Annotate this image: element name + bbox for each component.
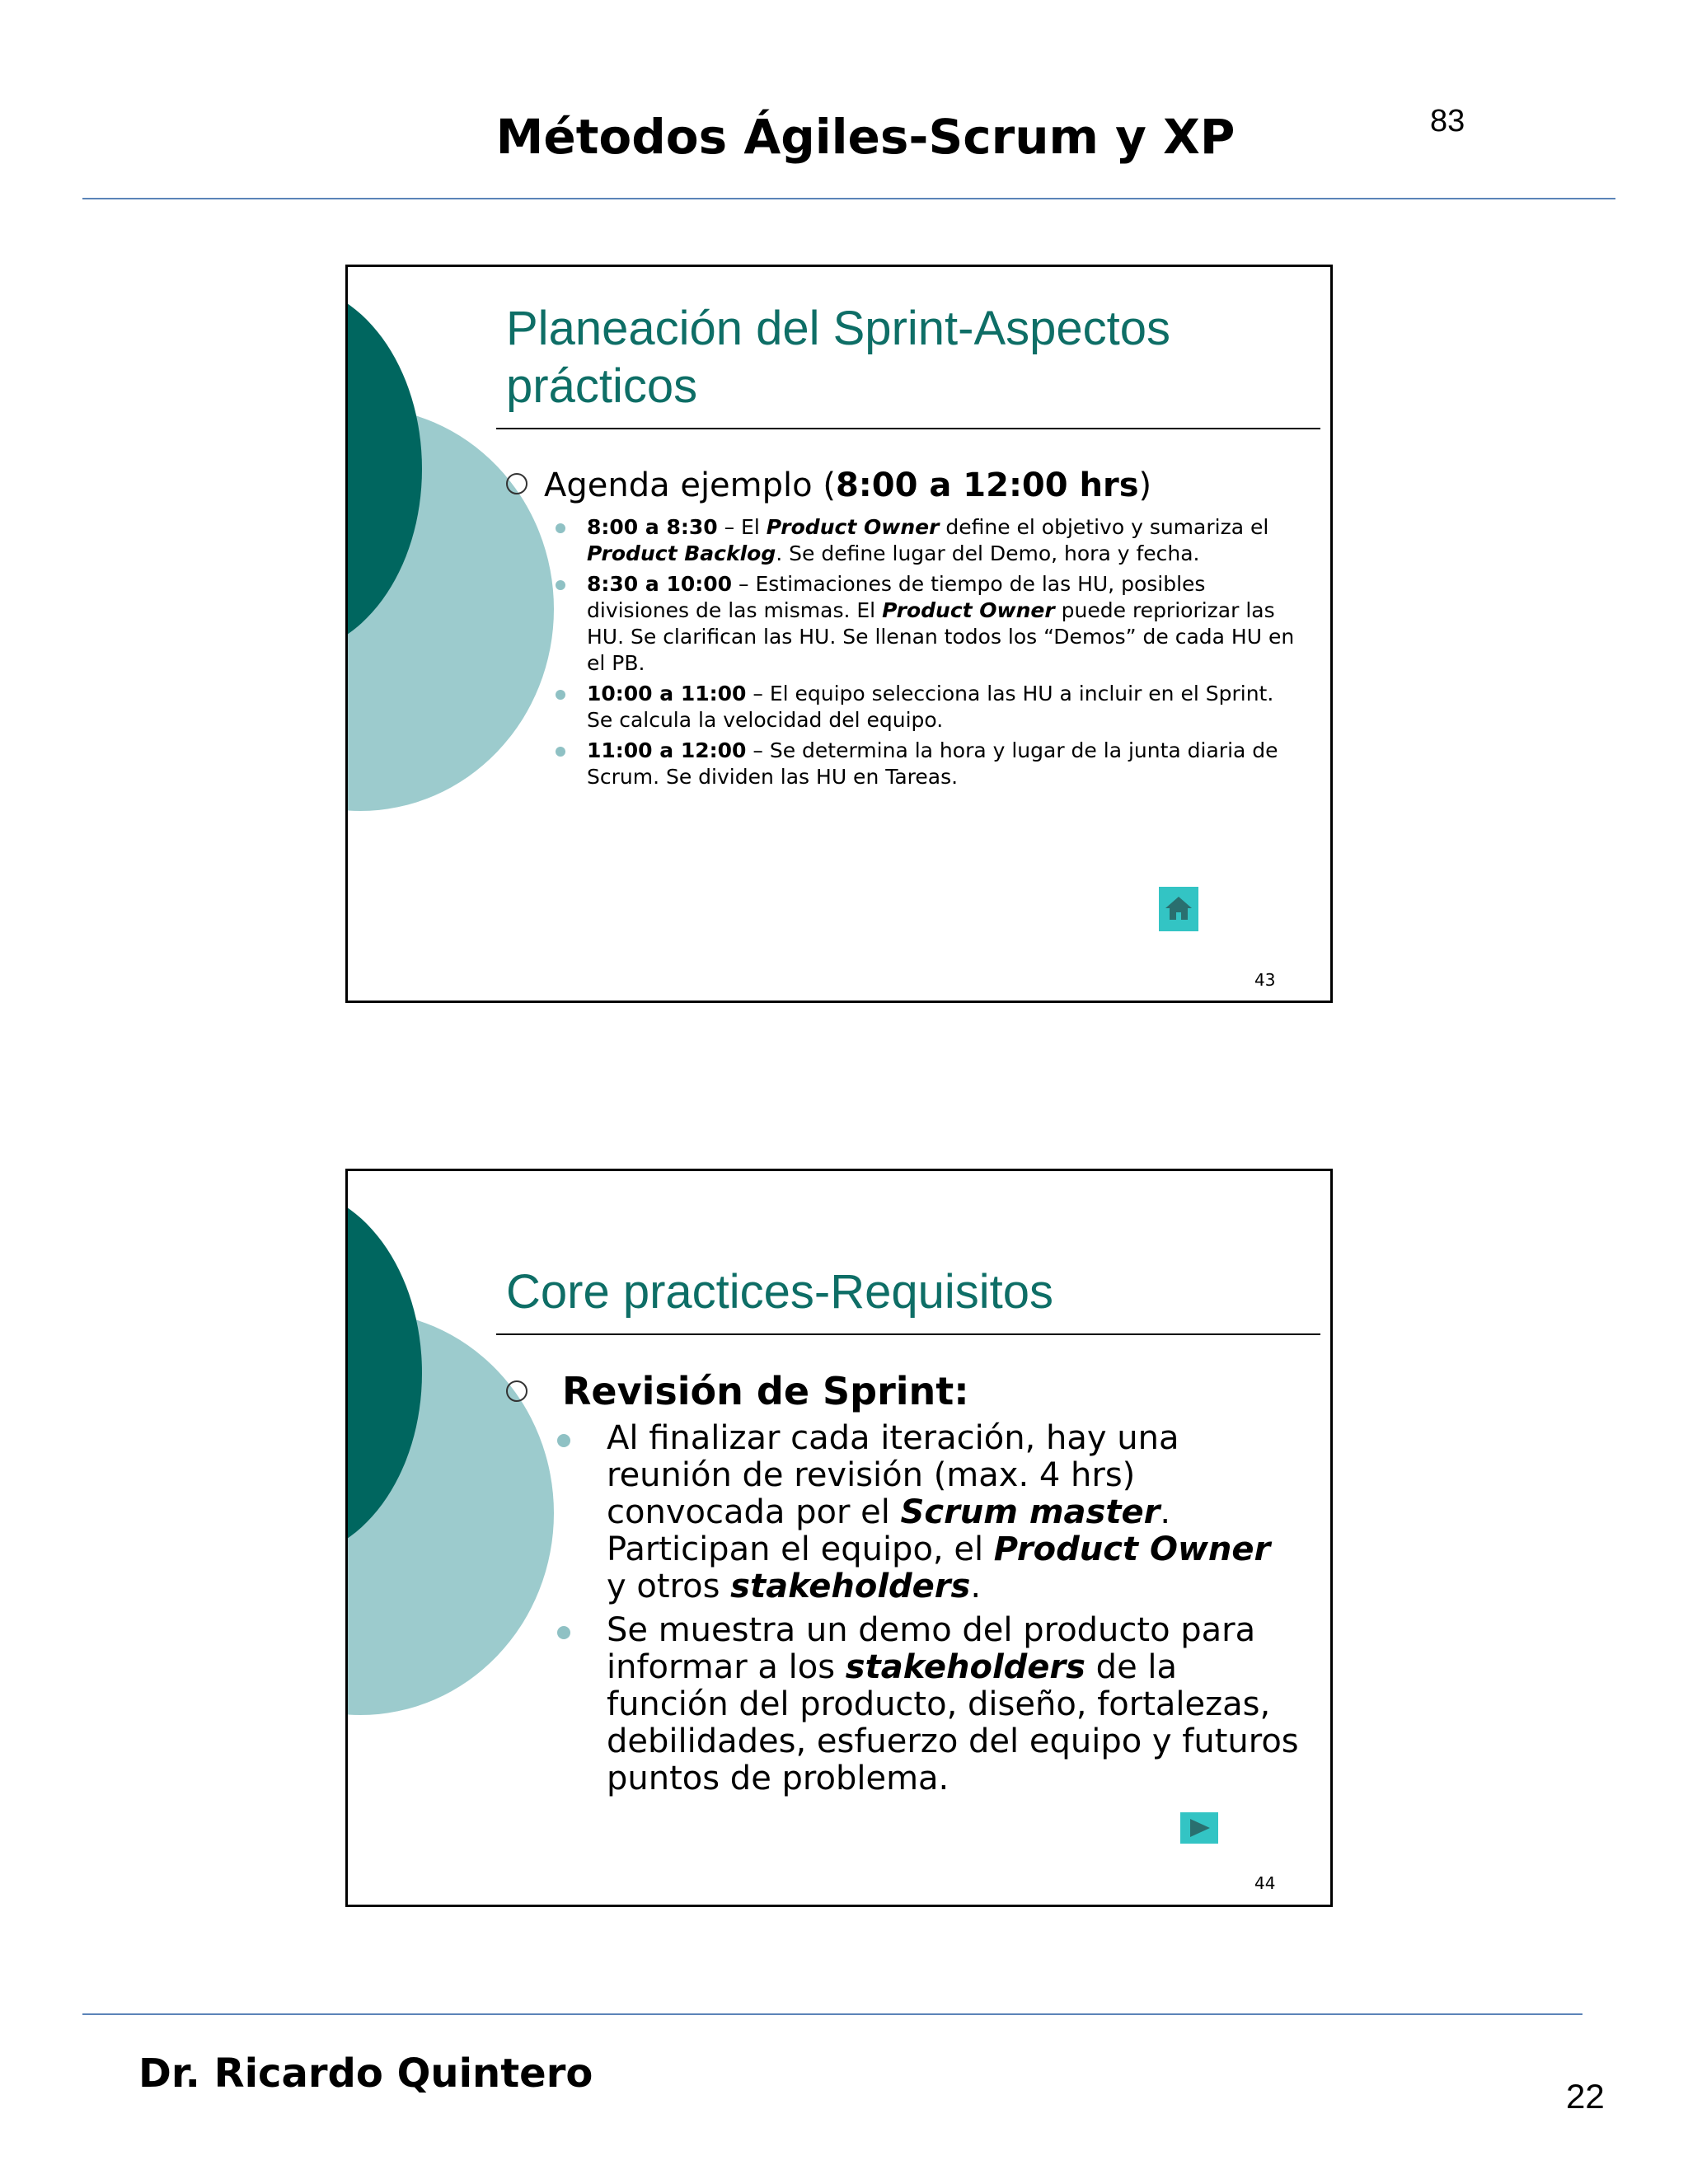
item-time: 11:00 a 12:00: [587, 738, 747, 762]
item-emphasis: Product Owner: [766, 515, 940, 539]
bullet-dot-icon: [557, 1434, 570, 1447]
item-text: – El: [717, 515, 767, 539]
slide-title-line2: prácticos: [506, 359, 698, 413]
item-emphasis: stakeholders: [845, 1648, 1085, 1686]
author: Dr. Ricardo Quintero: [138, 2050, 593, 2097]
circle-bullet-icon: [506, 1380, 528, 1402]
item-emphasis: Product Owner: [993, 1530, 1271, 1568]
list-item: [587, 514, 1296, 567]
page-number-bottom: 22: [1566, 2077, 1605, 2116]
slide-title-rule: [496, 1333, 1320, 1335]
agenda-suffix: ): [1138, 466, 1152, 504]
circle-bullet-icon: [506, 473, 528, 494]
next-button[interactable]: [1180, 1812, 1218, 1844]
list-item: [587, 681, 1296, 733]
item-text: y otros: [607, 1568, 731, 1605]
review-list: [607, 1420, 1299, 1797]
item-time: 8:00 a 8:30: [587, 515, 718, 539]
item-time: 8:30 a 10:00: [587, 572, 733, 596]
agenda-list: [587, 514, 1296, 790]
list-item: [607, 1612, 1299, 1797]
item-emphasis: Product Backlog: [587, 541, 776, 565]
review-heading: [506, 1369, 969, 1413]
footer-rule: [82, 2013, 1582, 2015]
item-time: 10:00 a 11:00: [587, 682, 747, 705]
item-text: de la función del producto, diseño, fortalezas, debilidades, esfuerzo del equipo y futuros puntos de problema.: [607, 1648, 1299, 1797]
slide-number: 43: [1254, 970, 1276, 990]
header-rule: [82, 198, 1615, 199]
bullet-dot-icon: [556, 690, 565, 700]
play-icon: [1180, 1812, 1218, 1844]
bullet-dot-icon: [556, 580, 565, 590]
item-text: puede repriorizar las HU. Se clarifican las HU. Se llenan todos los “Demos” de cada HU en el PB.: [587, 598, 1295, 675]
slide-44: [345, 1169, 1333, 1907]
slide-title-line1: Planeación del Sprint-Aspectos: [506, 302, 1171, 355]
item-emphasis: Product Owner: [882, 598, 1055, 622]
home-button[interactable]: [1159, 887, 1198, 931]
slide-title: [506, 300, 1297, 415]
bullet-dot-icon: [556, 523, 565, 533]
item-text: define el objetivo y sumariza el: [939, 515, 1269, 539]
item-text: . Se define lugar del Demo, hora y fecha.: [776, 541, 1200, 565]
list-item: [587, 571, 1296, 677]
bullet-dot-icon: [556, 747, 565, 757]
review-heading-text: Revisión de Sprint:: [562, 1369, 969, 1413]
slide-title-rule: [496, 428, 1320, 429]
slide-title: Core practices-Requisitos: [506, 1265, 1054, 1319]
slide-number: 44: [1254, 1873, 1276, 1893]
list-item: [607, 1420, 1299, 1605]
item-text: – Estimaciones de tiempo de las HU, posibles divisiones de las mismas. El: [587, 572, 1206, 622]
item-text: Se muestra un demo del producto para informar a los: [607, 1611, 1256, 1686]
agenda-time: 8:00 a 12:00 hrs: [835, 466, 1139, 504]
page-title: Métodos Ágiles-Scrum y XP: [495, 109, 1236, 165]
slide-43: [345, 265, 1333, 1003]
item-text: .: [970, 1568, 982, 1605]
item-text: . Participan el equipo, el: [607, 1493, 1171, 1568]
item-emphasis: Scrum master: [900, 1493, 1160, 1531]
item-text: Al finalizar cada iteración, hay una reunión de revisión (max. 4 hrs) convocada por el: [607, 1419, 1179, 1531]
bullet-dot-icon: [557, 1626, 570, 1639]
agenda-heading: [506, 466, 1151, 504]
item-text: – Se determina la hora y lugar de la junta diaria de Scrum. Se dividen las HU en Tareas.: [587, 738, 1278, 789]
agenda-prefix: Agenda ejemplo (: [544, 466, 836, 504]
item-text: – El equipo selecciona las HU a incluir en el Sprint. Se calcula la velocidad del equipo.: [587, 682, 1274, 732]
item-emphasis: stakeholders: [730, 1568, 971, 1605]
home-icon: [1159, 887, 1198, 931]
list-item: [587, 738, 1296, 790]
page-number-top: 83: [1430, 104, 1465, 138]
